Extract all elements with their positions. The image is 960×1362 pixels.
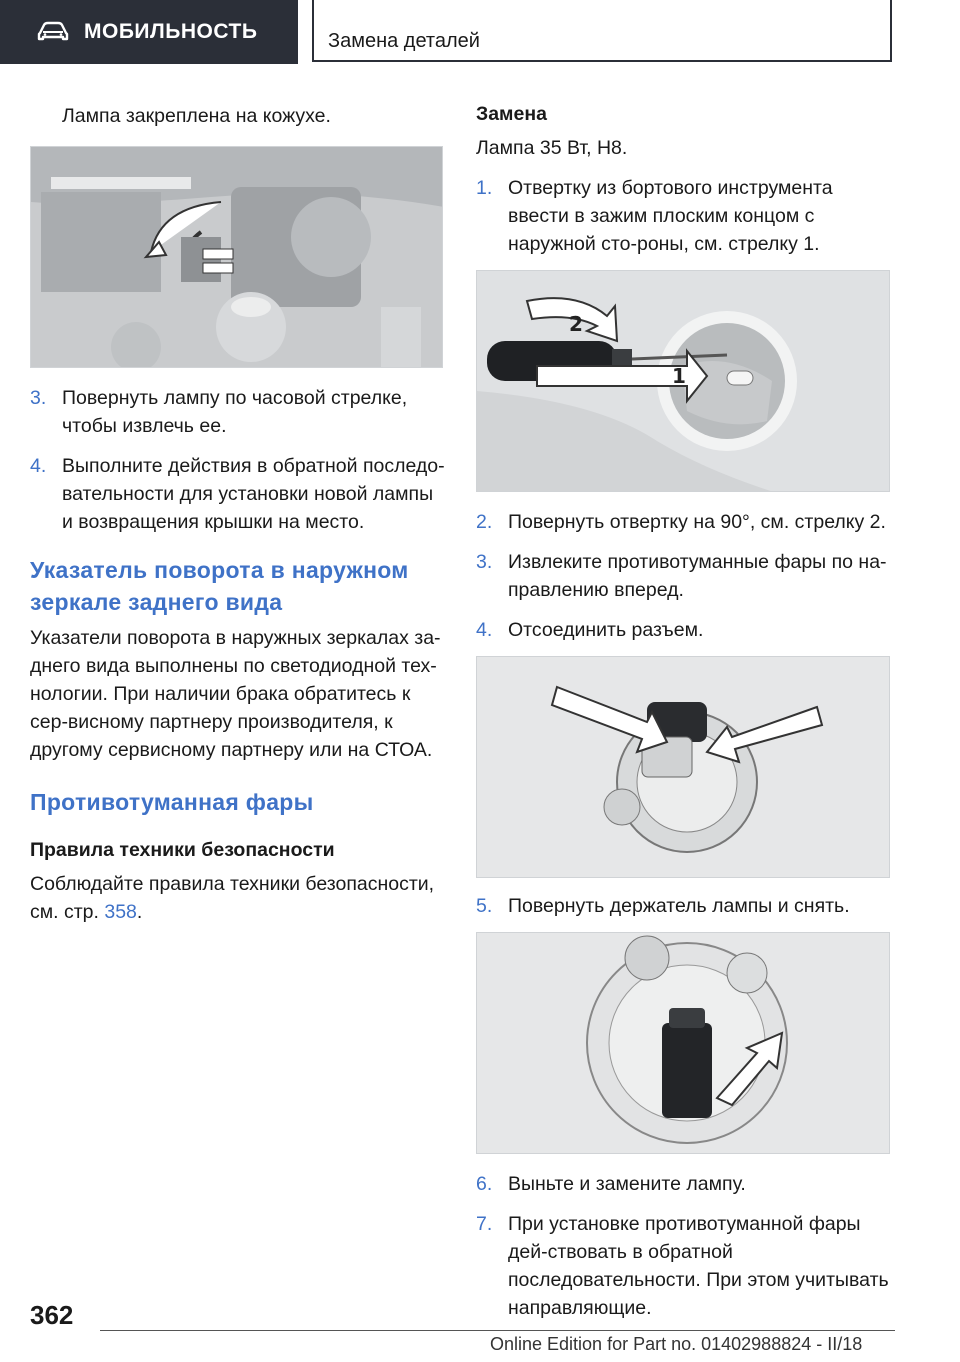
step-text: Отвертку из бортового инструмента ввести в зажим плоским концом с наружной сто-роны, см. стрелку 1. <box>508 177 833 255</box>
step-number: 1. <box>476 177 493 199</box>
step-2-right <box>476 508 891 536</box>
step-4-right <box>476 616 891 644</box>
footer-divider <box>100 1330 895 1331</box>
step-text: Выньте и замените лампу. <box>508 1173 746 1195</box>
mirror-indicator-text: Указатели поворота в наружных зеркалах за-днего вида выполнены по светодиодной тех-нологии. При наличии брака обратитесь к сер-висному партнеру производителя, к другому сервисному партнеру или на СТОА. <box>30 627 441 761</box>
safety-text-body: Соблюдайте правила техники безопасности, см. стр. <box>30 873 435 923</box>
step-text: Выполните действия в обратной последо-вательности для установки новой лампы и возвращения крышки на место. <box>62 455 445 533</box>
header-section-tab[interactable] <box>0 0 298 64</box>
step-6-right <box>476 1170 891 1198</box>
step-4-left <box>30 452 445 536</box>
bulb-holder-figure <box>476 932 890 1154</box>
step-text: Извлеките противотуманные фары по на-правлению вперед. <box>508 551 887 601</box>
step-number: 6. <box>476 1173 493 1195</box>
step-3-right <box>476 548 891 604</box>
step-number: 4. <box>476 619 493 641</box>
engine-bay-figure <box>30 146 443 368</box>
page-number: 362 <box>30 1300 74 1330</box>
fog-light-heading: Противотуманная фары <box>30 789 314 815</box>
step-number: 5. <box>476 895 493 917</box>
step-number: 2. <box>476 511 493 533</box>
step-text: При установке противотуманной фары дей-ствовать в обратной последовательности. При этом учитывать направляющие. <box>508 1213 889 1319</box>
step-number: 3. <box>30 387 47 409</box>
chapter-title: Замена деталей <box>328 30 480 52</box>
arrow-label-2: 2 <box>569 312 583 336</box>
step-number: 4. <box>30 455 47 477</box>
step-number: 7. <box>476 1213 493 1235</box>
mirror-indicator-heading: Указатель поворота в наружном зеркале заднего вида <box>30 557 409 615</box>
replace-heading: Замена <box>476 103 547 125</box>
step-5-right <box>476 892 891 920</box>
header-section-label: МОБИЛЬНОСТЬ <box>84 20 258 43</box>
step-text: Отсоединить разъем. <box>508 619 704 641</box>
edition-text: Online Edition for Part no. 01402988824 - II/18 <box>490 1334 863 1354</box>
lamp-spec: Лампа 35 Вт, H8. <box>476 137 628 159</box>
connector-figure <box>476 656 890 878</box>
step-text: Повернуть отвертку на 90°, см. стрелку 2. <box>508 511 886 533</box>
screwdriver-figure <box>476 270 890 492</box>
step-text: Повернуть лампу по часовой стрелке, чтобы извлечь ее. <box>62 387 408 437</box>
step-7-right <box>476 1210 891 1322</box>
safety-text <box>30 870 445 926</box>
lamp-housing-text: Лампа закреплена на кожухе. <box>62 105 331 127</box>
header-chapter-box <box>312 0 892 62</box>
car-icon <box>36 21 70 43</box>
safety-heading: Правила техники безопасности <box>30 839 335 861</box>
step-3-left <box>30 384 445 440</box>
step-1-right <box>476 174 891 258</box>
right-column <box>476 100 891 1334</box>
left-column <box>30 100 445 926</box>
page-link-358[interactable]: 358 <box>104 901 137 923</box>
arrow-label-1: 1 <box>672 364 686 388</box>
step-text: Повернуть держатель лампы и снять. <box>508 895 850 917</box>
step-number: 3. <box>476 551 493 573</box>
safety-text-end: . <box>136 901 143 923</box>
